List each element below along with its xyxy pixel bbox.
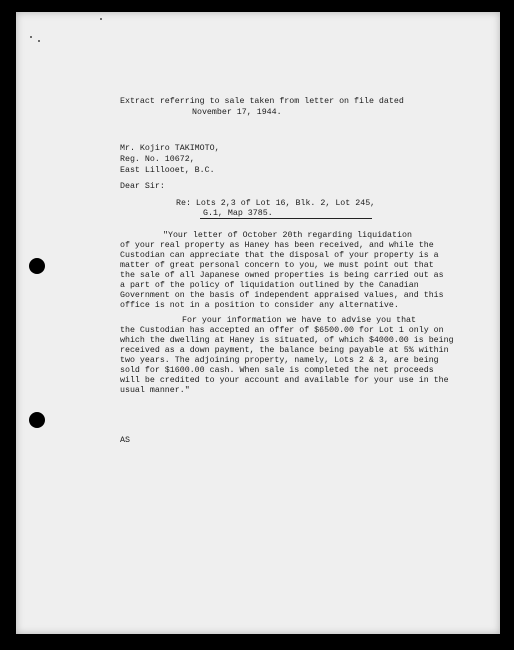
para2-line-5: two years. The adjoining property, namely, Lots 2 & 3, are being [120,356,439,365]
para2-line-7: will be credited to your account and available for your use in the [120,376,449,385]
para2-line-4: received as a down payment, the balance being payable at 5% within [120,346,449,355]
typist-initials: AS [120,436,130,445]
salutation: Dear Sir: [120,182,165,191]
header-line-1: Extract referring to sale taken from letter on file dated [120,97,404,106]
para1-line-1: "Your letter of October 20th regarding liquidation [163,231,412,240]
punch-hole-bottom [29,412,45,428]
ink-speck [38,40,40,42]
address-line-1: Mr. Kojiro TAKIMOTO, [120,144,220,153]
address-line-2: Reg. No. 10672, [120,155,195,164]
ink-speck [30,36,32,38]
re-underline [200,218,372,219]
para2-line-6: sold for $1600.00 cash. When sale is completed the net proceeds [120,366,434,375]
ink-speck [100,18,102,20]
address-line-3: East Lillooet, B.C. [120,166,215,175]
header-line-2: November 17, 1944. [192,108,282,117]
para1-line-6: a part of the policy of liquidation outlined by the Canadian [120,281,419,290]
para1-line-3: Custodian can appreciate that the disposal of your property is a [120,251,439,260]
para2-line-1: For your information we have to advise you that [182,316,417,325]
re-line-1: Re: Lots 2,3 of Lot 16, Blk. 2, Lot 245, [176,199,376,208]
re-line-2: G.1, Map 3785. [203,209,273,218]
para1-line-7: Government on the basis of independent appraised values, and this [120,291,444,300]
para2-line-2: the Custodian has accepted an offer of $6500.00 for Lot 1 only on [120,326,444,335]
punch-hole-top [29,258,45,274]
para2-line-8: usual manner." [120,386,190,395]
para1-line-2: of your real property as Haney has been received, and while the [120,241,434,250]
para1-line-4: matter of great personal concern to you, we must point out that [120,261,434,270]
para1-line-8: office is not in a position to consider any alternative. [120,301,399,310]
para2-line-3: which the dwelling at Haney is situated, of which $4000.00 is being [120,336,454,345]
para1-line-5: the sale of all Japanese owned properties is being carried out as [120,271,444,280]
